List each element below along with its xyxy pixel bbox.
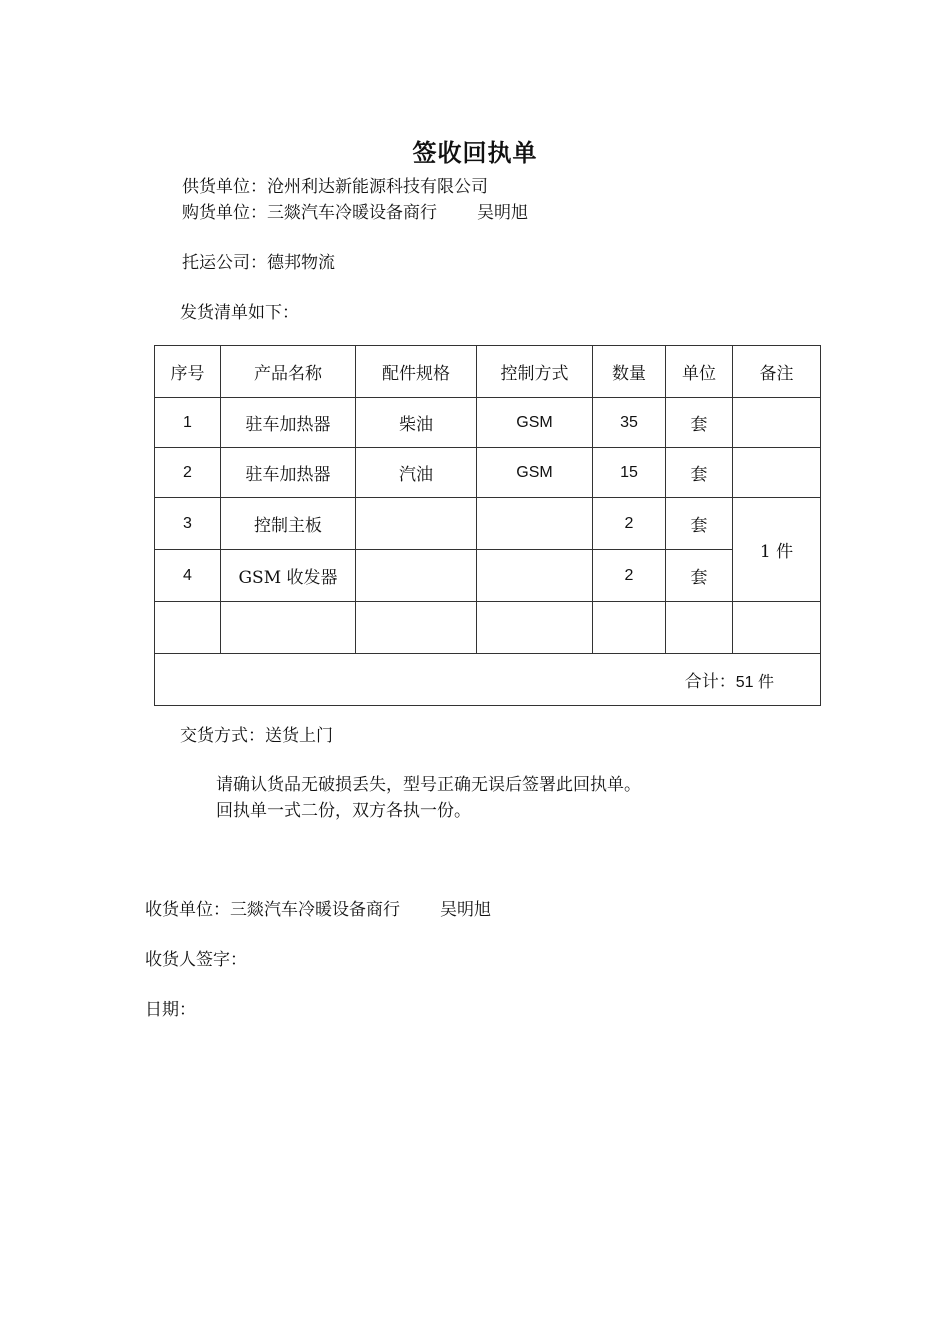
carrier-label: 托运公司： — [182, 253, 267, 273]
header-cell: 产品名称 — [221, 346, 356, 398]
header-cell: 备注 — [733, 346, 821, 398]
table-row — [155, 448, 821, 498]
total-value: 51 件 — [735, 674, 774, 691]
total-row — [155, 654, 821, 706]
header-cell: 序号 — [155, 346, 221, 398]
note-cell — [733, 448, 821, 498]
unit-cell: 套 — [666, 550, 733, 602]
quantity-cell: 2 — [593, 550, 666, 602]
control-cell — [477, 498, 593, 550]
document-title: 签收回执单 — [412, 138, 538, 167]
total-cell — [155, 654, 821, 706]
quantity-cell: 2 — [593, 498, 666, 550]
spec-cell — [356, 550, 477, 602]
receiver-label: 收货单位： — [145, 900, 230, 920]
control-cell: GSM — [477, 448, 593, 498]
receiver-value: 三燚汽车冷暖设备商行 — [230, 900, 400, 920]
note-cell — [733, 398, 821, 448]
date-label: 日期： — [145, 1000, 196, 1020]
delivery-value: 送货上门 — [265, 726, 333, 746]
table-row — [155, 498, 821, 550]
carrier-line — [182, 251, 335, 275]
product-name: 驻车加热器 — [221, 448, 356, 498]
goods-table — [154, 345, 821, 706]
carrier-value: 德邦物流 — [267, 253, 335, 273]
supplier-line — [182, 175, 488, 199]
notice-line-2: 回执单一式二份，双方各执一份。 — [216, 801, 471, 821]
row-number: 4 — [155, 550, 221, 602]
unit-cell: 套 — [666, 498, 733, 550]
empty-table-row — [155, 602, 821, 654]
quantity-cell: 35 — [593, 398, 666, 448]
table-row — [155, 398, 821, 448]
buyer-person: 吴明旭 — [477, 203, 528, 223]
signature-label: 收货人签字： — [145, 950, 247, 970]
header-cell: 配件规格 — [356, 346, 477, 398]
delivery-line — [180, 724, 333, 748]
spec-cell: 柴油 — [356, 398, 477, 448]
buyer-label: 购货单位： — [182, 203, 267, 223]
supplier-value: 沧州利达新能源科技有限公司 — [267, 177, 488, 197]
delivery-label: 交货方式： — [180, 726, 265, 746]
table-row — [155, 550, 821, 602]
supplier-label: 供货单位： — [182, 177, 267, 197]
row-number: 1 — [155, 398, 221, 448]
unit-cell: 套 — [666, 448, 733, 498]
header-cell: 单位 — [666, 346, 733, 398]
product-name: 控制主板 — [221, 498, 356, 550]
buyer-line — [182, 201, 528, 225]
table-header-row — [155, 346, 821, 398]
receiver-line — [145, 898, 491, 922]
receiver-person: 吴明旭 — [440, 900, 491, 920]
spec-cell: 汽油 — [356, 448, 477, 498]
product-name: 驻车加热器 — [221, 398, 356, 448]
notice-line-1: 请确认货品无破损丢失，型号正确无误后签署此回执单。 — [216, 775, 641, 795]
spec-cell — [356, 498, 477, 550]
quantity-cell: 15 — [593, 448, 666, 498]
merged-note-cell: 1 件 — [733, 498, 821, 602]
header-cell: 数量 — [593, 346, 666, 398]
product-name: GSM 收发器 — [221, 550, 356, 602]
buyer-value: 三燚汽车冷暖设备商行 — [267, 203, 437, 223]
unit-cell: 套 — [666, 398, 733, 448]
control-cell: GSM — [477, 398, 593, 448]
header-cell: 控制方式 — [477, 346, 593, 398]
control-cell — [477, 550, 593, 602]
total-label: 合计： — [684, 672, 736, 692]
row-number: 3 — [155, 498, 221, 550]
row-number: 2 — [155, 448, 221, 498]
list-intro: 发货清单如下： — [180, 303, 299, 323]
